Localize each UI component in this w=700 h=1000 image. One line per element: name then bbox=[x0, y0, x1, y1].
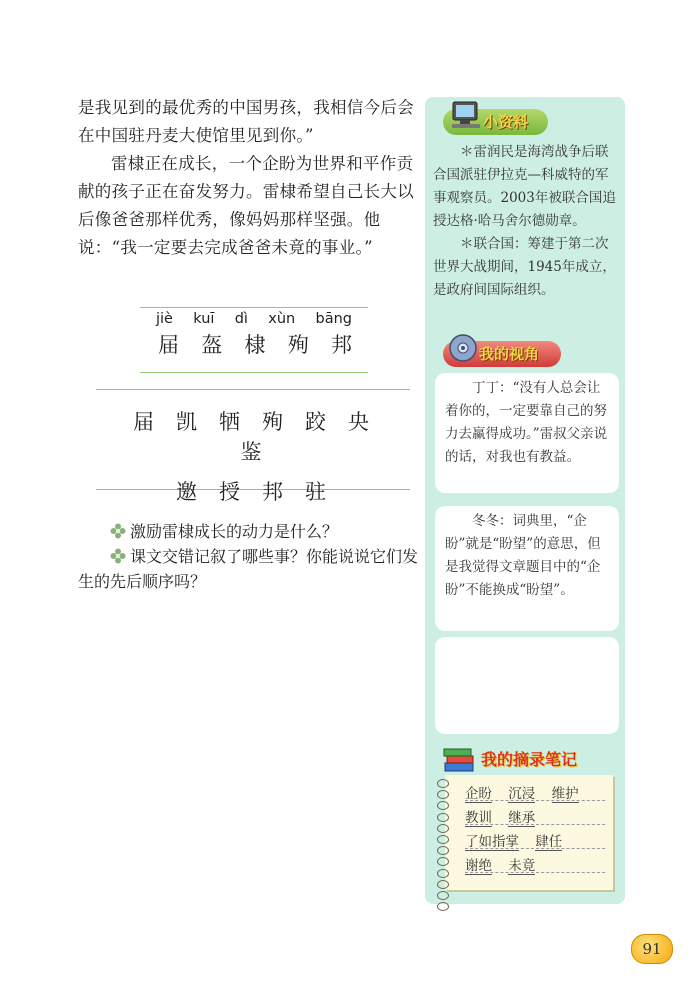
writing-characters-box bbox=[96, 389, 410, 504]
pinyin-characters-box bbox=[140, 307, 368, 373]
char-kui: 盔 bbox=[201, 333, 225, 357]
main-text bbox=[78, 94, 418, 262]
char-jie: 届 bbox=[158, 333, 181, 357]
note-word: 了如指掌 bbox=[465, 830, 519, 851]
paragraph-2: 雷棣正在成长，一个企盼为世界和平作贡献的孩子正在奋发努力。雷棣希望自己长大以后像爸爸那样优秀，像妈妈那样坚强。他说：“我一定要去完成爸爸未竟的事业。” bbox=[78, 154, 414, 257]
info-text bbox=[433, 141, 621, 302]
pinyin-di: dì bbox=[234, 311, 248, 327]
notes-row-4 bbox=[465, 854, 547, 875]
note-word: 肆任 bbox=[535, 830, 562, 851]
pinyin-kui: kuī bbox=[193, 311, 215, 327]
pinyin-bang: bāng bbox=[315, 311, 352, 327]
view-card-3-blank bbox=[435, 637, 619, 734]
notes-card bbox=[445, 775, 613, 890]
view-title: 我的视角 bbox=[479, 345, 540, 363]
info-title: 小资料 bbox=[483, 113, 529, 131]
note-word: 继承 bbox=[508, 806, 535, 827]
question-1 bbox=[78, 519, 423, 544]
view-card-2 bbox=[435, 506, 619, 631]
note-word: 谢绝 bbox=[465, 854, 492, 875]
view-card-1-text: 丁丁：“没有人总会让着你的，一定要靠自己的努力去赢得成功。”雷叔父亲说的话，对我也有教益。 bbox=[445, 380, 608, 465]
question-2 bbox=[78, 544, 423, 594]
char-xun: 殉 bbox=[287, 333, 311, 357]
question-1-text: 激励雷棣成长的动力是什么？ bbox=[130, 522, 339, 541]
books-icon bbox=[442, 744, 478, 774]
sidebar bbox=[425, 97, 625, 904]
char-row bbox=[140, 329, 368, 359]
flower-bullet-icon bbox=[110, 548, 126, 564]
flower-bullet-icon bbox=[110, 523, 126, 539]
notes-row-2 bbox=[465, 806, 547, 827]
paragraph-1: 是我见到的最优秀的中国男孩，我相信今后会在中国驻丹麦大使馆里见到你。” bbox=[78, 98, 414, 145]
notes-row-3 bbox=[465, 830, 574, 851]
writing-row-1: 届凯牺殉跤央鉴 bbox=[133, 410, 391, 464]
note-word: 教训 bbox=[465, 806, 492, 827]
questions bbox=[78, 519, 423, 594]
char-di: 棣 bbox=[244, 333, 268, 357]
note-word: 沉浸 bbox=[508, 782, 535, 803]
view-card-1 bbox=[435, 373, 619, 493]
pinyin-xun: xùn bbox=[268, 311, 296, 327]
note-word: 未竟 bbox=[508, 854, 535, 875]
computer-icon bbox=[450, 100, 484, 130]
notes-row-1 bbox=[465, 782, 591, 803]
info-paragraph-1: ＊雷润民是海湾战争后联合国派驻伊拉克—科威特的军事观察员。2003年被联合国追授达格·哈马舍尔德勋章。 bbox=[433, 144, 616, 229]
spiral-binding bbox=[437, 779, 451, 913]
char-bang: 邦 bbox=[331, 333, 354, 357]
info-paragraph-2: ＊联合国：筹建于第二次世界大战期间，1945年成立，是政府间国际组织。 bbox=[433, 236, 616, 298]
note-word: 维护 bbox=[552, 782, 579, 803]
page-number: 91 bbox=[631, 934, 673, 964]
pinyin-row bbox=[140, 311, 368, 327]
notes-title: 我的摘录笔记 bbox=[481, 750, 578, 769]
writing-row-2: 邀授邦驻 bbox=[176, 480, 348, 504]
note-word: 企盼 bbox=[465, 782, 492, 803]
question-2-text: 课文交错记叙了哪些事？你能说说它们发生的先后顺序吗？ bbox=[78, 547, 419, 591]
view-card-2-text: 冬冬：词典里，“企盼”就是“盼望”的意思，但是我觉得文章题目中的“企盼”不能换成“盼望”。 bbox=[445, 513, 601, 598]
pinyin-jie: jiè bbox=[156, 311, 173, 327]
disc-icon bbox=[447, 332, 479, 364]
